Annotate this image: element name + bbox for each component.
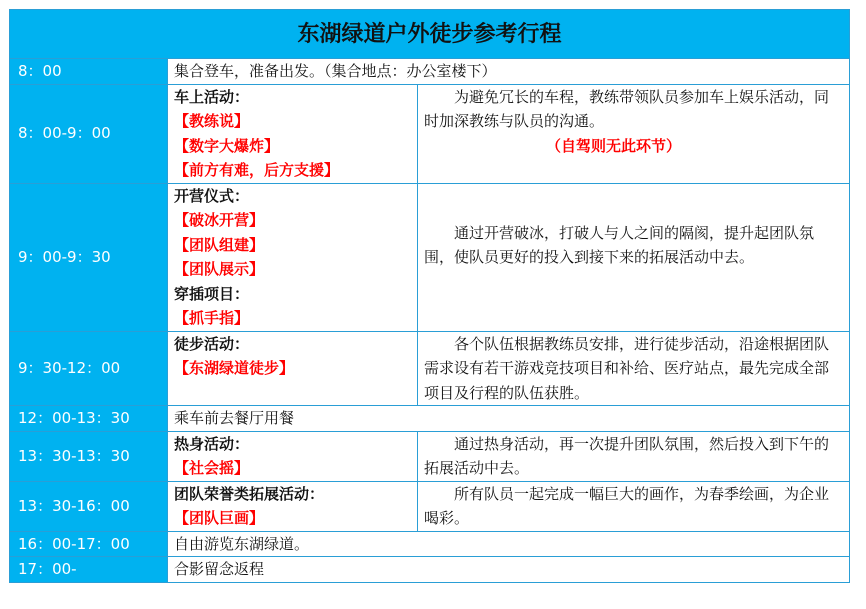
- section-title: 热身活动：: [174, 434, 250, 453]
- section-title: 徒步活动：: [174, 334, 250, 353]
- table-row: [10, 531, 850, 557]
- activity-item: 【破冰开营】: [174, 211, 265, 229]
- description-cell: [418, 331, 850, 406]
- description-text: 为避免冗长的车程，教练带领队员参加车上娱乐活动，同时加深教练与队员的沟通。: [424, 87, 830, 130]
- description-text: 各个队伍根据教练员安排，进行徒步活动，沿途根据团队需求设有若干游戏竞技项目和补给、医疗站点，最先完成全部项目及行程的队伍获胜。: [424, 334, 830, 402]
- table-row: [10, 331, 850, 406]
- activity-cell: [168, 331, 418, 406]
- section-title: 开营仪式：: [174, 186, 250, 205]
- description-cell: [418, 481, 850, 531]
- activity-item: 【团队组建】: [174, 235, 265, 254]
- description-cell: [418, 84, 850, 183]
- activity-item: 【东湖绿道徒步】: [174, 359, 295, 377]
- time-cell: 16：00-17：00: [10, 531, 168, 557]
- activity-item: 【前方有难，后方支援】: [174, 161, 340, 179]
- description-text: 所有队员一起完成一幅巨大的画作，为春季绘画，为企业喝彩。: [424, 484, 830, 527]
- table-row: [10, 84, 850, 183]
- table-row: [10, 557, 850, 583]
- time-cell: 13：30-16：00: [10, 481, 168, 531]
- activity-item: 【数字大爆炸】: [174, 136, 280, 155]
- time-cell: 12：00-13：30: [10, 406, 168, 432]
- activity-cell: [168, 183, 418, 331]
- table-row: [10, 431, 850, 481]
- page-title: 东湖绿道户外徒步参考行程: [10, 10, 850, 59]
- activity-cell: [168, 481, 418, 531]
- description-text: 通过开营破冰，打破人与人之间的隔阂，提升起团队氛围，使队员更好的投入到接下来的拓展活动中去。: [424, 223, 815, 266]
- activity-cell: [168, 84, 418, 183]
- activity-cell: 合影留念返程: [168, 557, 850, 583]
- section-title: 团队荣誉类拓展活动：: [174, 484, 325, 503]
- section-title: 车上活动：: [174, 87, 250, 106]
- activity-item: 【抓手指】: [174, 309, 250, 327]
- note-text: （自驾则无此环节）: [546, 136, 682, 155]
- activity-item: 【团队巨画】: [174, 509, 265, 527]
- activity-item: 【教练说】: [174, 112, 250, 130]
- time-cell: 9：00-9：30: [10, 183, 168, 331]
- table-row: [10, 183, 850, 331]
- activity-cell: 自由游览东湖绿道。: [168, 531, 850, 557]
- activity-cell: [168, 431, 418, 481]
- time-cell: 8：00: [10, 59, 168, 85]
- time-cell: 9：30-12：00: [10, 331, 168, 406]
- itinerary-table: [9, 9, 850, 583]
- activity-item: 【团队展示】: [174, 260, 265, 278]
- time-cell: 8：00-9：00: [10, 84, 168, 183]
- activity-item: 【社会摇】: [174, 459, 250, 477]
- description-cell: [418, 431, 850, 481]
- section-title: 穿插项目：: [174, 284, 250, 303]
- table-row: [10, 481, 850, 531]
- activity-cell: 集合登车，准备出发。（集合地点：办公室楼下）: [168, 59, 850, 85]
- table-row: [10, 406, 850, 432]
- table-row: [10, 59, 850, 85]
- description-cell: [418, 183, 850, 331]
- time-cell: 17：00-: [10, 557, 168, 583]
- description-text: 通过热身活动，再一次提升团队氛围，然后投入到下午的拓展活动中去。: [424, 434, 830, 477]
- time-cell: 13：30-13：30: [10, 431, 168, 481]
- activity-cell: 乘车前去餐厅用餐: [168, 406, 850, 432]
